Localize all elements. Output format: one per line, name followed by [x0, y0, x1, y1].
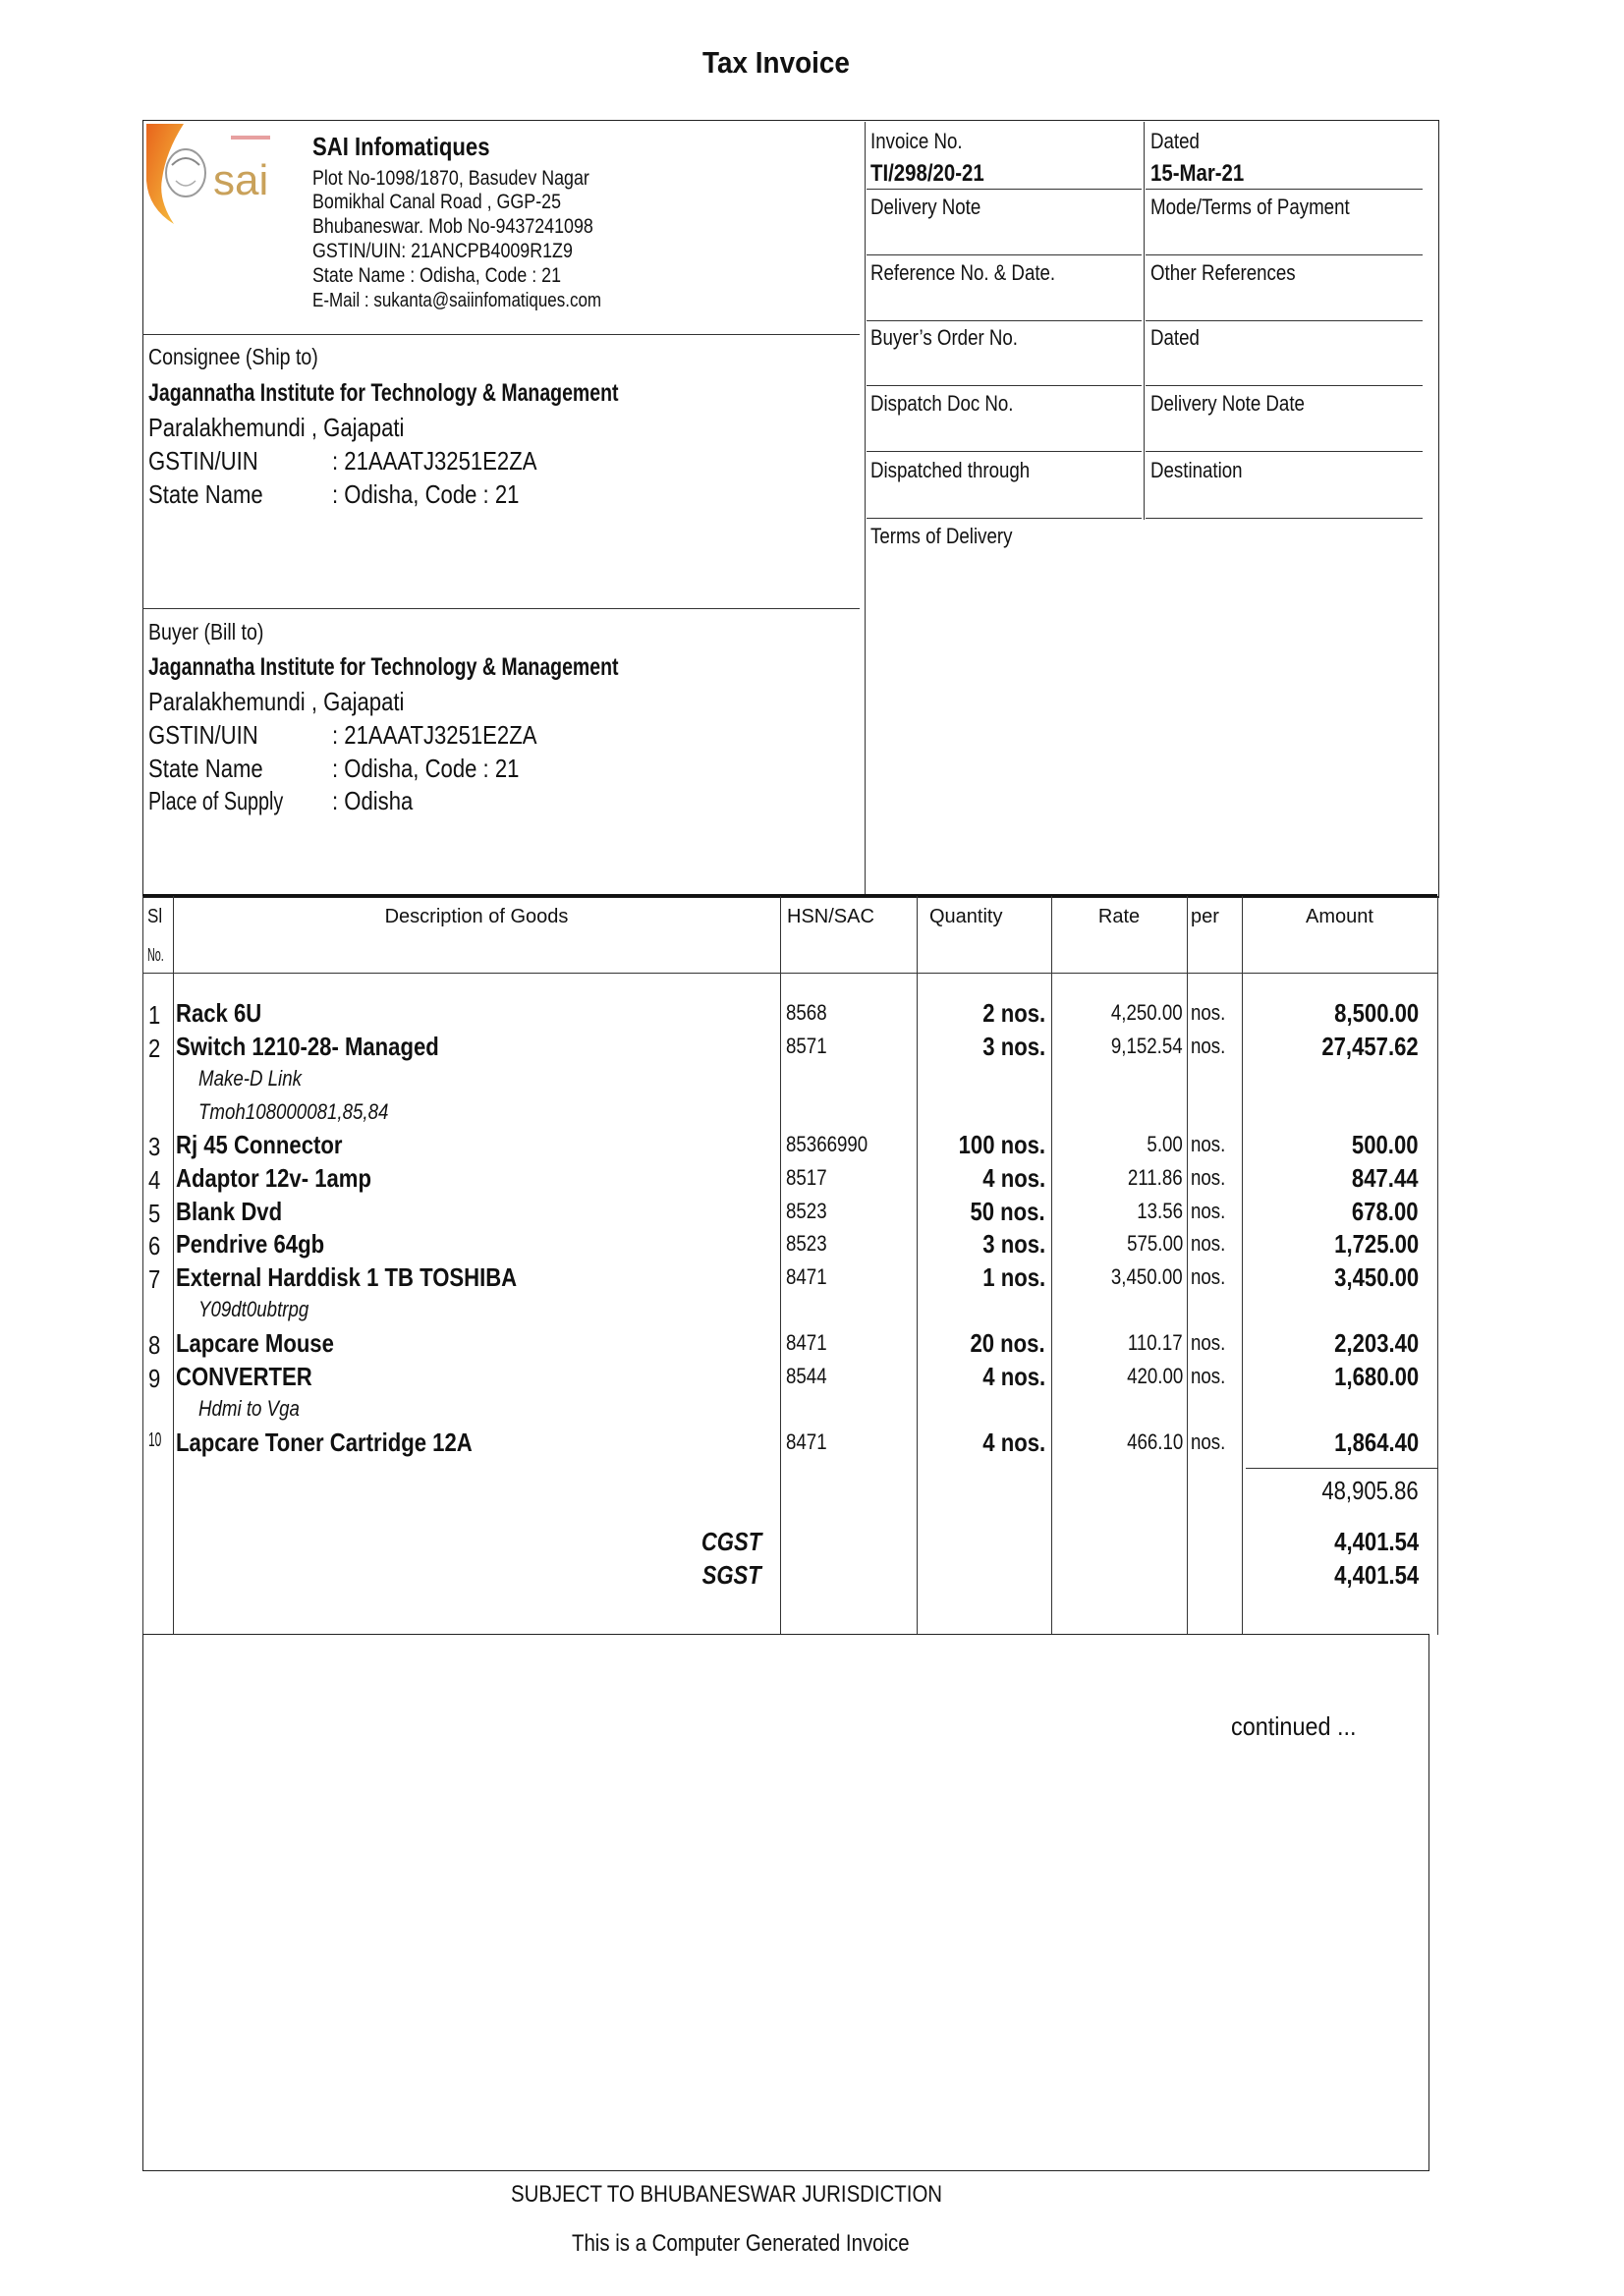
svg-text:sai: sai	[213, 156, 269, 204]
row-description: Blank Dvd	[176, 1196, 283, 1226]
buyer-state-label: State Name	[148, 754, 263, 783]
row-hsn: 8544	[786, 1363, 827, 1388]
row-sl-number: 10	[148, 1428, 162, 1451]
row-hsn: 85366990	[786, 1132, 868, 1157]
row-description: Switch 1210-28- Managed	[176, 1031, 439, 1061]
consignee-address: Paralakhemundi , Gajapati	[148, 413, 405, 442]
buyer-gstin-label: GSTIN/UIN	[148, 720, 258, 750]
row-rate: 110.17	[1128, 1330, 1183, 1355]
document-title: Tax Invoice	[702, 45, 850, 80]
invoice-date: 15-Mar-21	[1150, 160, 1245, 187]
row-sl-number: 9	[148, 1363, 161, 1393]
header-description: Description of Goods	[384, 906, 569, 927]
seller-state: State Name : Odisha, Code : 21	[312, 264, 562, 287]
table-left-border	[142, 896, 143, 1635]
row-amount: 678.00	[1352, 1196, 1419, 1226]
row-hsn: 8523	[786, 1198, 827, 1223]
jurisdiction-note: SUBJECT TO BHUBANESWAR JURISDICTION	[511, 2181, 943, 2208]
divider	[867, 451, 1142, 452]
row-per: nos.	[1191, 1363, 1226, 1388]
table-header-bottom	[142, 973, 1437, 974]
row-quantity: 3 nos.	[982, 1229, 1045, 1260]
row-description: Rj 45 Connector	[176, 1130, 343, 1160]
row-hsn: 8471	[786, 1263, 827, 1289]
divider	[867, 320, 1142, 321]
row-amount: 500.00	[1352, 1130, 1419, 1160]
divider	[867, 189, 1142, 190]
buyer-state: : Odisha, Code : 21	[332, 754, 520, 783]
row-rate: 211.86	[1128, 1165, 1183, 1190]
column-divider	[1051, 896, 1052, 1635]
row-description: Lapcare Mouse	[176, 1328, 334, 1358]
row-rate: 575.00	[1126, 1231, 1183, 1257]
buyer-heading: Buyer (Bill to)	[148, 619, 264, 644]
row-per: nos.	[1191, 1000, 1226, 1025]
row-sub-description: Tmoh108000081,85,84	[198, 1098, 389, 1124]
row-quantity: 1 nos.	[982, 1261, 1045, 1292]
header-sl: Sl	[147, 906, 163, 927]
dated-label: Dated	[1150, 129, 1200, 153]
destination-label: Destination	[1150, 458, 1243, 482]
header-amount: Amount	[1306, 906, 1373, 927]
row-hsn: 8568	[786, 1000, 827, 1025]
row-quantity: 50 nos.	[970, 1196, 1045, 1226]
row-per: nos.	[1191, 1165, 1226, 1190]
row-hsn: 8517	[786, 1165, 827, 1190]
subtotal-divider	[1246, 1468, 1437, 1469]
buyer-supply: : Odisha	[332, 786, 414, 815]
divider	[867, 518, 1142, 519]
row-hsn: 8571	[786, 1033, 827, 1058]
seller-address-line: Plot No-1098/1870, Basudev Nagar	[312, 167, 589, 190]
row-quantity: 20 nos.	[970, 1328, 1045, 1358]
header-per: per	[1191, 906, 1219, 927]
row-description: Pendrive 64gb	[176, 1229, 325, 1260]
tax-amount-cgst: 4,401.54	[1333, 1527, 1419, 1556]
row-quantity: 4 nos.	[982, 1427, 1045, 1457]
row-amount: 1,680.00	[1333, 1361, 1419, 1391]
row-sl-number: 7	[148, 1263, 161, 1294]
invoice-no-label: Invoice No.	[870, 129, 963, 153]
row-amount: 8,500.00	[1333, 998, 1419, 1028]
dispatched-through-label: Dispatched through	[870, 458, 1031, 482]
column-divider	[917, 896, 918, 1635]
row-sl-number: 2	[148, 1033, 161, 1063]
buyer-gstin: : 21AAATJ3251E2ZA	[332, 720, 537, 750]
row-amount: 3,450.00	[1333, 1261, 1419, 1292]
row-amount: 2,203.40	[1333, 1328, 1419, 1358]
row-per: nos.	[1191, 1330, 1226, 1355]
row-description: Adaptor 12v- 1amp	[176, 1163, 371, 1193]
consignee-gstin-label: GSTIN/UIN	[148, 446, 258, 476]
row-rate: 9,152.54	[1111, 1033, 1183, 1058]
header-no: No.	[147, 945, 164, 965]
table-top-border	[142, 894, 1437, 897]
row-hsn: 8471	[786, 1330, 827, 1355]
divider	[1144, 122, 1145, 520]
dispatch-doc-label: Dispatch Doc No.	[870, 391, 1014, 416]
other-references-label: Other References	[1150, 260, 1296, 285]
computer-generated-note: This is a Computer Generated Invoice	[572, 2230, 910, 2257]
row-sub-description: Y09dt0ubtrpg	[198, 1297, 309, 1322]
header-rate: Rate	[1097, 906, 1141, 927]
seller-address-line: Bhubaneswar. Mob No-9437241098	[312, 215, 593, 238]
divider	[1146, 518, 1423, 519]
consignee-state: : Odisha, Code : 21	[332, 479, 520, 509]
terms-of-delivery-label: Terms of Delivery	[870, 524, 1013, 548]
column-divider	[173, 896, 174, 1635]
row-per: nos.	[1191, 1033, 1226, 1058]
row-sl-number: 4	[148, 1165, 161, 1195]
row-per: nos.	[1191, 1263, 1226, 1289]
consignee-name: Jagannatha Institute for Technology & Management	[148, 379, 619, 407]
divider	[1146, 385, 1423, 386]
divider	[867, 385, 1142, 386]
seller-gstin: GSTIN/UIN: 21ANCPB4009R1Z9	[312, 240, 573, 262]
row-per: nos.	[1191, 1132, 1226, 1157]
buyer-name: Jagannatha Institute for Technology & Management	[148, 653, 619, 681]
row-description: Rack 6U	[176, 998, 262, 1028]
row-hsn: 8523	[786, 1231, 827, 1257]
row-per: nos.	[1191, 1428, 1226, 1454]
row-amount: 1,864.40	[1333, 1427, 1419, 1457]
row-amount: 27,457.62	[1321, 1031, 1419, 1061]
row-quantity: 100 nos.	[958, 1130, 1045, 1160]
buyers-order-label: Buyer’s Order No.	[870, 325, 1019, 350]
row-amount: 847.44	[1352, 1163, 1419, 1193]
row-rate: 3,450.00	[1111, 1263, 1183, 1289]
row-per: nos.	[1191, 1231, 1226, 1257]
row-quantity: 3 nos.	[982, 1031, 1045, 1061]
row-sl-number: 6	[148, 1231, 161, 1261]
delivery-note-label: Delivery Note	[870, 195, 981, 219]
divider	[1146, 451, 1423, 452]
row-quantity: 4 nos.	[982, 1361, 1045, 1391]
row-description: External Harddisk 1 TB TOSHIBA	[176, 1261, 518, 1292]
invoice-no: TI/298/20-21	[870, 160, 984, 187]
row-sub-description: Hdmi to Vga	[198, 1396, 300, 1422]
row-amount: 1,725.00	[1333, 1229, 1419, 1260]
consignee-gstin: : 21AAATJ3251E2ZA	[332, 446, 537, 476]
column-divider	[1242, 896, 1243, 1635]
seller-email: E-Mail : sukanta@saiinfomatiques.com	[312, 290, 602, 311]
reference-label: Reference No. & Date.	[870, 260, 1056, 285]
seller-name: SAI Infomatiques	[312, 132, 490, 161]
divider	[142, 608, 860, 609]
divider	[867, 254, 1142, 255]
divider	[1146, 254, 1423, 255]
row-hsn: 8471	[786, 1428, 827, 1454]
divider	[865, 122, 866, 896]
header-hsn: HSN/SAC	[787, 906, 874, 927]
tax-label-cgst: CGST	[700, 1527, 761, 1556]
row-sl-number: 5	[148, 1198, 161, 1228]
row-rate: 420.00	[1126, 1363, 1183, 1388]
divider	[142, 334, 860, 335]
row-description: Lapcare Toner Cartridge 12A	[176, 1427, 473, 1457]
tax-amount-sgst: 4,401.54	[1333, 1560, 1419, 1590]
row-rate: 13.56	[1137, 1198, 1183, 1223]
column-divider	[1187, 896, 1188, 1635]
row-per: nos.	[1191, 1198, 1226, 1223]
payment-terms-label: Mode/Terms of Payment	[1150, 195, 1350, 219]
consignee-state-label: State Name	[148, 479, 263, 509]
buyer-address: Paralakhemundi , Gajapati	[148, 687, 405, 716]
column-divider	[780, 896, 781, 1635]
header-quantity: Quantity	[929, 906, 1003, 927]
row-sub-description: Make-D Link	[198, 1066, 302, 1092]
row-rate: 5.00	[1147, 1132, 1183, 1157]
seller-address-line: Bomikhal Canal Road , GGP-25	[312, 191, 561, 213]
order-dated-label: Dated	[1150, 325, 1200, 350]
consignee-heading: Consignee (Ship to)	[148, 344, 318, 369]
row-quantity: 2 nos.	[982, 998, 1045, 1028]
row-description: CONVERTER	[176, 1361, 312, 1391]
row-sl-number: 8	[148, 1330, 161, 1360]
row-quantity: 4 nos.	[982, 1163, 1045, 1193]
tax-label-sgst: SGST	[701, 1560, 761, 1590]
row-rate: 4,250.00	[1111, 1000, 1183, 1025]
table-right-border	[1437, 896, 1438, 1635]
delivery-note-date-label: Delivery Note Date	[1150, 391, 1305, 416]
row-sl-number: 1	[148, 1000, 161, 1030]
buyer-supply-label: Place of Supply	[148, 786, 284, 815]
row-rate: 466.10	[1126, 1428, 1183, 1454]
divider	[1146, 189, 1423, 190]
subtotal-amount: 48,905.86	[1321, 1476, 1419, 1505]
continued-label: continued ...	[1231, 1711, 1357, 1741]
row-sl-number: 3	[148, 1132, 161, 1162]
divider	[1146, 320, 1423, 321]
sai-baba-logo-icon	[144, 122, 292, 228]
